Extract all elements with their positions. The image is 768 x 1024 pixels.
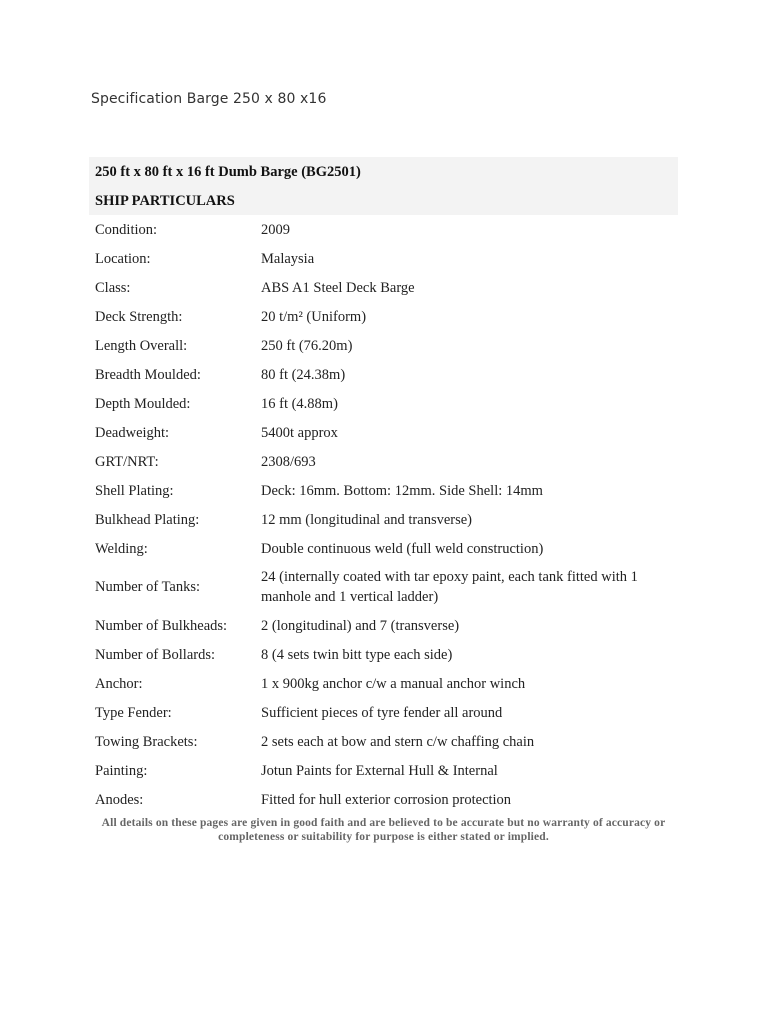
row-label: Anchor: <box>95 675 143 692</box>
row-value: 2 sets each at bow and stern c/w chaffing chain <box>261 733 535 750</box>
row-label: Deck Strength: <box>95 308 183 325</box>
row-label: Painting: <box>95 762 148 779</box>
row-label: Number of Bulkheads: <box>95 617 228 634</box>
row-label: Welding: <box>95 540 148 557</box>
row-label: Number of Tanks: <box>95 579 201 595</box>
row-label: Deadweight: <box>95 424 170 441</box>
row-value: 24 (internally coated with tar epoxy paint, each tank fitted with 1 manhole and 1 vertical ladder) <box>261 569 638 605</box>
table-row <box>89 447 678 476</box>
table-row <box>89 698 678 727</box>
row-label: Bulkhead Plating: <box>95 511 200 528</box>
row-value: 80 ft (24.38m) <box>261 366 346 383</box>
row-label: Class: <box>95 279 131 296</box>
table-row <box>89 785 678 814</box>
row-label: GRT/NRT: <box>95 453 159 470</box>
row-label: Shell Plating: <box>95 482 174 499</box>
document-title: Specification Barge 250 x 80 x16 <box>91 91 327 107</box>
row-label: Towing Brackets: <box>95 733 198 750</box>
row-value: Double continuous weld (full weld construction) <box>261 540 544 557</box>
table-row <box>89 669 678 698</box>
table-row <box>89 727 678 756</box>
table-row <box>89 640 678 669</box>
table-row <box>89 360 678 389</box>
row-value: 250 ft (76.20m) <box>261 337 353 354</box>
row-value: Fitted for hull exterior corrosion protection <box>261 791 512 808</box>
table-row <box>89 389 678 418</box>
row-label: Type Fender: <box>95 704 172 721</box>
row-value: Malaysia <box>261 250 315 267</box>
table-row <box>89 215 678 244</box>
specification-table <box>89 157 678 814</box>
row-value: 16 ft (4.88m) <box>261 395 338 412</box>
row-value: 2308/693 <box>261 453 316 470</box>
row-value: Deck: 16mm. Bottom: 12mm. Side Shell: 14mm <box>261 482 543 499</box>
row-value: Jotun Paints for External Hull & Internal <box>261 762 498 779</box>
table-row <box>89 331 678 360</box>
table-row <box>89 611 678 640</box>
row-value: 2009 <box>261 221 290 238</box>
table-row <box>89 302 678 331</box>
row-value: 20 t/m² (Uniform) <box>261 308 367 325</box>
table-row <box>89 244 678 273</box>
table-row <box>89 534 678 563</box>
row-label: Location: <box>95 250 151 267</box>
row-value: Sufficient pieces of tyre fender all around <box>261 704 503 721</box>
table-row <box>89 476 678 505</box>
table-row <box>89 756 678 785</box>
table-subheading: SHIP PARTICULARS <box>89 186 678 215</box>
table-row <box>89 418 678 447</box>
row-label: Length Overall: <box>95 337 188 354</box>
row-label: Anodes: <box>95 791 144 808</box>
row-label: Breadth Moulded: <box>95 366 201 383</box>
table-subheading-row <box>89 186 678 215</box>
table-heading: 250 ft x 80 ft x 16 ft Dumb Barge (BG2501) <box>89 157 678 186</box>
table-row <box>89 273 678 302</box>
table-heading-row <box>89 157 678 186</box>
table-row <box>89 563 678 611</box>
row-value: 2 (longitudinal) and 7 (transverse) <box>261 617 460 634</box>
disclaimer-note: All details on these pages are given in good faith and are believed to be accurate but no warranty of accuracy or completeness or suitability for purpose is either stated or implied. <box>101 817 666 843</box>
row-value: ABS A1 Steel Deck Barge <box>261 279 415 296</box>
row-label: Condition: <box>95 221 158 238</box>
row-value: 5400t approx <box>261 424 338 441</box>
table-row <box>89 505 678 534</box>
row-value: 1 x 900kg anchor c/w a manual anchor winch <box>261 675 526 692</box>
row-value: 8 (4 sets twin bitt type each side) <box>261 646 453 663</box>
row-label: Number of Bollards: <box>95 646 216 663</box>
row-value: 12 mm (longitudinal and transverse) <box>261 511 473 528</box>
row-label: Depth Moulded: <box>95 395 191 412</box>
